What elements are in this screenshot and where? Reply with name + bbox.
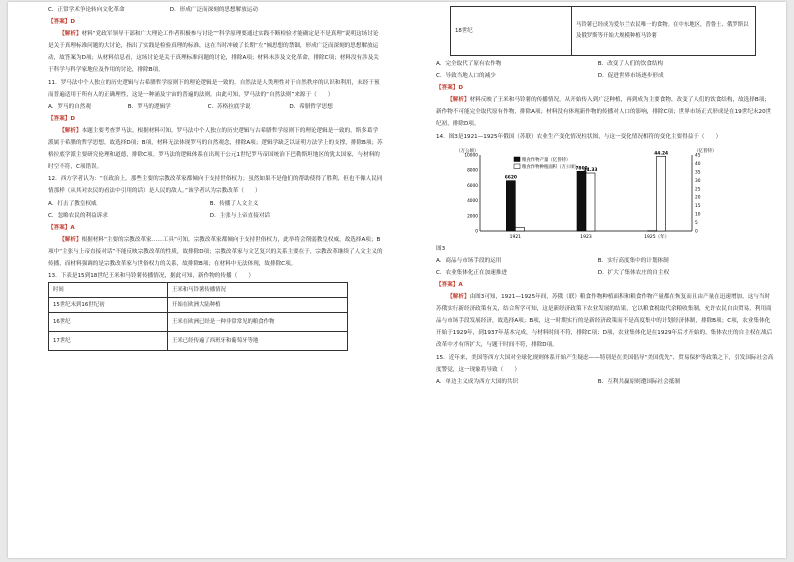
right-tick-label: 35 [695,170,701,176]
q10-option-c: C．正常学术争论转向文化革命 [48,7,125,13]
q14-figure-label: 图3 [436,245,446,252]
q12-explanation: 【解析】根据材料“主要的宗教改革家……工具”可知，宗教改革家都倾向于支持世俗权力，此举将会削弱教皇权威，故选择A项；B项中“主张与上帝直接对话”不能反映宗教改革的性质，故排除D项；宗教改革家与文艺复兴的关系主要在于，宗教改革继续了人文主义的传播，而材料强调的是宗教改革家与世俗权力的关系，故排除B项；在材料中无法体现，故排除C项。 [48,236,383,267]
table-row: 17世纪 王米已经传遍了西班牙和葡萄牙等地 [49,332,348,351]
q12-options-row-1: A．打击了教皇权威 B．传播了人文主义 [48,200,259,207]
data-label: 6620 [504,175,517,181]
right-tick-label: 20 [695,195,701,201]
q12-answer: 【答案】A [48,224,75,231]
bar [515,227,524,231]
q11-stem: 11．罗马法中个人独立的历史逻辑与古希腊哲学原则下的理论逻辑是一致的。自然法是人类理性对于自然秩序的认识和利用，未经干预而普遍适用于所有人的正确理性，这是一种涌及宇宙的普遍的法则。由此可知，罗马法的“自然法则”来源于（ ） [48,79,380,98]
q14-explanation: 【解析】由图3可知，1921—1925年间，苏俄（联）粮食作物种植面积和粮食作物产量都在恢复而且由产量在迅速增加，这与当时苏俄实行新经济政策有关，结合所学可知，这是新经济政策下农业发展的结果，它以粮食税取代余粮收集制，允许农民自由贸易，利用商品与市场手段发展经济，故选择A项；B项，这一时期实行的是新经济政策而不是高度集中的计划经济体制，排除B项；C项，农业集体化开始于1929年，到1937年基本完成，与材料时间不符，排除C项；D项，农业集体化是在1929年后才开始的，集体农庄的自主权在战后改革中才有所扩大，与题干时间不符，排除D项。 [436,294,773,349]
q14-stem: 14．图3是1921—1925年俄国（苏联）农业生产变化情况柱状图，与这一变化情况相符的变化主要得益于（ ） [436,133,722,140]
right-tick-label: 0 [695,229,698,235]
q10-answer-value: D [70,19,76,26]
right-tick-label: 45 [695,153,701,159]
q14-answer: 【答案】A [436,281,463,288]
left-tick-label: 10000 [464,153,478,159]
bar [586,173,595,231]
right-tick-label: 10 [695,212,701,218]
q15-stem: 15．近年来，美国等西方大国对全球化规则体系开始产生疑虑——特别是在美国倡导“美国优先”、贸易保护等政策之下，引发国际社会高度警觉，这一现象将导致（ ） [436,354,774,373]
table-row: 16世纪 王米在欧洲已经是一种非常常见的粮食作物 [49,313,348,332]
q10-answer: 【答案】D [48,19,76,26]
right-tick-label: 5 [695,220,698,226]
left-tick-label: 8000 [467,168,478,174]
left-tick-label: 0 [475,229,478,235]
q13-answer: 【答案】D [436,85,464,92]
right-tick-label: 40 [695,161,701,167]
left-axis-label: （万公顷） [456,148,479,154]
q13-options-row-2: C．导致当地人口的减少 D．促进世界市场逐步形成 [436,73,664,80]
right-tick-label: 30 [695,178,701,184]
q13-table [48,282,348,351]
legend-swatch [514,157,520,162]
table-row: 15世纪末到16世纪初 开始在欧洲大陆种植 [49,298,348,313]
table-row: 18世纪 马铃薯已经成为爱尔兰农民唯一的食物。在中东地区，普鲁士、俄罗斯以及俄罗斯等开始大规模种植马铃薯 [451,7,756,56]
q10-explanation: 【解析】材料“党政军领导干部和广大理论工作者积极参与讨论”“科学原理要通过实践不断检验才能确定是不是真理”说明这场讨论是关于真理标准问题的大讨论，指出了实践是检验真理的标准，这在当时冲破了长期“左”倾思想的禁锢，形成广泛而深刻的思想解放运动，故答案为D项；从材料信息看，这场讨论是关于真理标准问题的讨论，排除A项；材料未涉及文化革命，排除C项；材料没有涉及关于科学与科学家地位及作用的讨论，排除B项。 [48,31,379,74]
q12-options-row-2: C．忽略农民的利益诉求 D．主张与上帝直接对话 [48,212,271,219]
q14-bar-chart [454,145,774,243]
left-tick-label: 2000 [467,213,478,219]
x-tick-label: 1923 [580,234,592,240]
q14-options-row-1: A．商品与市场手段的运用 B．实行高度集中的计划体制 [436,257,669,264]
x-tick-label: 1921 [509,234,522,240]
q10-options-row [48,4,383,16]
bar [657,156,666,231]
legend-label: 粮食作物产量（亿普特） [522,157,571,163]
data-label: 34.33 [583,167,598,173]
q15-options-row-1: A．单边主义成为西方大国的共识 B．互利共赢原则遭国际社会抵制 [436,378,680,385]
left-column [48,2,383,351]
right-axis-label: （亿普特） [694,148,717,154]
q11-explanation: 【解析】本题主要考查罗马法。根据材料可知，罗马法中个人独立的历史逻辑与古希腊哲学原则下的理论逻辑是一致的，斯多葛学派属于希腊的哲学思想，故选择D项；B项，材料无法体现罗马的自然观念，排除A项；逻辑学缺乏以证明方法学上的支撑，排除B项；苏格拉底学派主要研究伦理和道德，排除C项。罗马法的逻辑体系在出现于公元1世纪罗马帝国统治下巴勒斯坦地区的犹太国家，与材料的时空不符，C项错误。 [48,127,383,171]
data-label: 7860 [575,165,588,171]
exam-sheet [8,2,786,558]
table-header-row: 时间 王米和马铃薯传播情况 [49,283,348,298]
left-tick-label: 4000 [467,198,478,204]
data-label: 44.24 [654,150,669,156]
right-column [436,2,774,388]
legend-label: 粮食作物种植面积（万公顷） [522,164,580,170]
q13-table-continued [450,6,756,56]
q13-stem: 13．下表是15到18世纪王米和马铃薯传播情况，据此可知，新作物的传播（ ） [48,273,254,280]
q13-options-row-1: A．完全取代了原有农作物 B．改变了人们的饮食结构 [436,61,664,67]
legend-swatch [514,164,520,169]
bar [577,171,586,231]
bar [648,230,657,231]
q14-options-row-2: C．农业集体化正在加速推进 D．扩大了集体农庄的自主权 [436,269,670,276]
x-tick-label: 1925（年） [644,234,670,240]
left-tick-label: 6000 [467,183,478,189]
right-tick-label: 25 [695,186,701,192]
bar [506,180,515,230]
chart-svg [454,145,754,243]
q12-stem: 12．西方学者认为：“在政治上，那些主要的宗教改革家都倾向于支持世俗权力；虽然如果不是他们的帮助使得了胜利，但也不像人民同情那样（从其对农民的看法中引用的话）是人民的敌人。”该学者认为宗教改革（ ） [48,176,383,195]
q11-answer: 【答案】D [48,115,76,122]
q13-explanation: 【解析】材料反映了王米和马铃薯的传播情况，从开始传入到广泛种植，再到成为主要食物，改变了人们的饮食结构，故选择B项；新作物不可能完全取代原有作物，排除A项；材料没有体现新作物的传播对人口的影响，排除C项；世界市场正式形成是在19世纪末20世纪初，排除D项。 [436,97,772,128]
q10-option-d: D．形成广泛而深刻的思想解放运动 [169,7,258,13]
q11-options: A．罗马的自然观 B．罗马的逻辑学 C．苏格拉底学说 D．希腊哲学思想 [48,103,333,110]
right-tick-label: 15 [695,203,701,209]
